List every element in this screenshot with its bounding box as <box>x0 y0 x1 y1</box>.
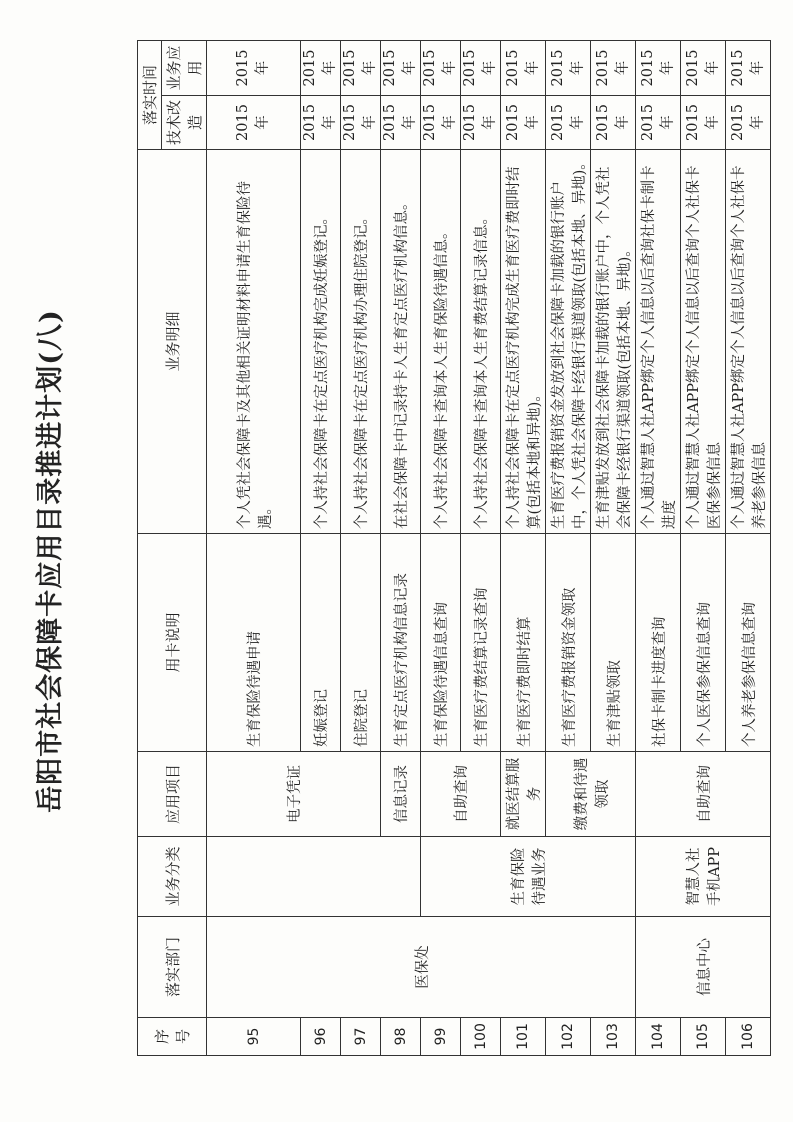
detail-cell: 个人凭社会保障卡及其他相关证明材料申请生育保险待遇。 <box>207 150 301 534</box>
seq-cell: 106 <box>726 1018 771 1056</box>
usage-cell: 生育医疗费报销资金领取 <box>546 534 591 752</box>
detail-cell: 个人持社会保障卡查询本人生育保险待遇信息。 <box>421 150 461 534</box>
usage-cell: 个人养老参保信息查询 <box>726 534 771 752</box>
seq-cell: 95 <box>207 1018 301 1056</box>
detail-cell: 在社会保障卡中记录持卡人生育定点医疗机构信息。 <box>381 150 421 534</box>
project-cell: 电子凭证 <box>207 752 381 837</box>
table-row <box>421 41 461 1056</box>
usage-cell: 生育津贴领取 <box>591 534 636 752</box>
business-year-cell: 2015年 <box>207 41 301 96</box>
header-time: 落实时间 <box>138 41 162 150</box>
detail-cell: 个人通过智慧人社APP绑定个人信息以后查询社保卡制卡进度 <box>636 150 681 534</box>
usage-cell: 生育医疗费即时结算 <box>501 534 546 752</box>
project-cell: 信息记录 <box>381 752 421 837</box>
tech-year-cell: 2015年 <box>591 96 636 150</box>
dept-cell: 信息中心 <box>636 917 771 1018</box>
seq-cell: 96 <box>301 1018 341 1056</box>
tech-year-cell: 2015年 <box>501 96 546 150</box>
business-year-cell: 2015年 <box>726 41 771 96</box>
usage-cell: 妊娠登记 <box>301 534 341 752</box>
seq-cell: 100 <box>461 1018 501 1056</box>
business-year-cell: 2015年 <box>501 41 546 96</box>
header-detail: 业务明细 <box>138 150 207 534</box>
business-year-cell: 2015年 <box>636 41 681 96</box>
table-row <box>636 41 681 1056</box>
tech-year-cell: 2015年 <box>207 96 301 150</box>
detail-cell: 个人通过智慧人社APP绑定个人信息以后查询个人社保卡医保参保信息 <box>681 150 726 534</box>
header-project: 应用项目 <box>138 752 207 837</box>
seq-cell: 104 <box>636 1018 681 1056</box>
detail-cell: 个人持社会保障卡在定点医疗机构完成生育医疗费即时结算(包括本地和异地)。 <box>501 150 546 534</box>
business-year-cell: 2015年 <box>546 41 591 96</box>
detail-cell: 生育医疗费报销资金发放到社会保障卡加载的银行账户中，个人凭社会保障卡经银行渠道领取(包括本地、异地)。 <box>546 150 591 534</box>
seq-cell: 105 <box>681 1018 726 1056</box>
tech-year-cell: 2015年 <box>681 96 726 150</box>
document-title: 岳阳市社会保障卡应用目录推进计划(八) <box>35 309 66 813</box>
tech-year-cell: 2015年 <box>381 96 421 150</box>
category-cell: 生育保险待遇业务 <box>421 837 636 917</box>
usage-cell: 住院登记 <box>341 534 381 752</box>
project-cell: 自助查询 <box>421 752 501 837</box>
business-year-cell: 2015年 <box>681 41 726 96</box>
business-year-cell: 2015年 <box>461 41 501 96</box>
seq-cell: 98 <box>381 1018 421 1056</box>
header-tech: 技术改造 <box>162 96 207 150</box>
usage-cell: 生育保险待遇信息查询 <box>421 534 461 752</box>
business-year-cell: 2015年 <box>301 41 341 96</box>
header-dept: 落实部门 <box>138 917 207 1018</box>
detail-cell: 生育津贴发放到社会保障卡加载的银行账户中，个人凭社会保障卡经银行渠道领取(包括本地、异地)。 <box>591 150 636 534</box>
usage-cell: 社保卡制卡进度查询 <box>636 534 681 752</box>
header-card-usage: 用卡说明 <box>138 534 207 752</box>
business-year-cell: 2015年 <box>341 41 381 96</box>
seq-cell: 101 <box>501 1018 546 1056</box>
usage-cell: 个人医保参保信息查询 <box>681 534 726 752</box>
tech-year-cell: 2015年 <box>636 96 681 150</box>
category-cell <box>207 837 421 917</box>
business-year-cell: 2015年 <box>421 41 461 96</box>
seq-cell: 103 <box>591 1018 636 1056</box>
usage-cell: 生育定点医疗机构信息记录 <box>381 534 421 752</box>
business-year-cell: 2015年 <box>591 41 636 96</box>
tech-year-cell: 2015年 <box>421 96 461 150</box>
detail-cell: 个人持社会保障卡查询本人生育费结算记录信息。 <box>461 150 501 534</box>
dept-cell: 医保处 <box>207 917 636 1018</box>
detail-cell: 个人持社会保障卡在定点医疗机构办理住院登记。 <box>341 150 381 534</box>
usage-cell: 生育医疗费结算记录查询 <box>461 534 501 752</box>
application-table <box>137 40 771 1056</box>
seq-cell: 99 <box>421 1018 461 1056</box>
tech-year-cell: 2015年 <box>341 96 381 150</box>
project-cell: 缴费和待遇领取 <box>546 752 636 837</box>
header-business: 业务应用 <box>162 41 207 96</box>
usage-cell: 生育保险待遇申请 <box>207 534 301 752</box>
category-cell: 智慧人社手机APP <box>636 837 771 917</box>
tech-year-cell: 2015年 <box>726 96 771 150</box>
seq-cell: 97 <box>341 1018 381 1056</box>
detail-cell: 个人通过智慧人社APP绑定个人信息以后查询个人社保卡养老参保信息 <box>726 150 771 534</box>
tech-year-cell: 2015年 <box>301 96 341 150</box>
project-cell: 自助查询 <box>636 752 771 837</box>
header-category: 业务分类 <box>138 837 207 917</box>
table-row <box>207 41 301 1056</box>
project-cell: 就医结算服务 <box>501 752 546 837</box>
business-year-cell: 2015年 <box>381 41 421 96</box>
tech-year-cell: 2015年 <box>461 96 501 150</box>
tech-year-cell: 2015年 <box>546 96 591 150</box>
header-seq: 序号 <box>138 1018 207 1056</box>
seq-cell: 102 <box>546 1018 591 1056</box>
detail-cell: 个人持社会保障卡在定点医疗机构完成妊娠登记。 <box>301 150 341 534</box>
